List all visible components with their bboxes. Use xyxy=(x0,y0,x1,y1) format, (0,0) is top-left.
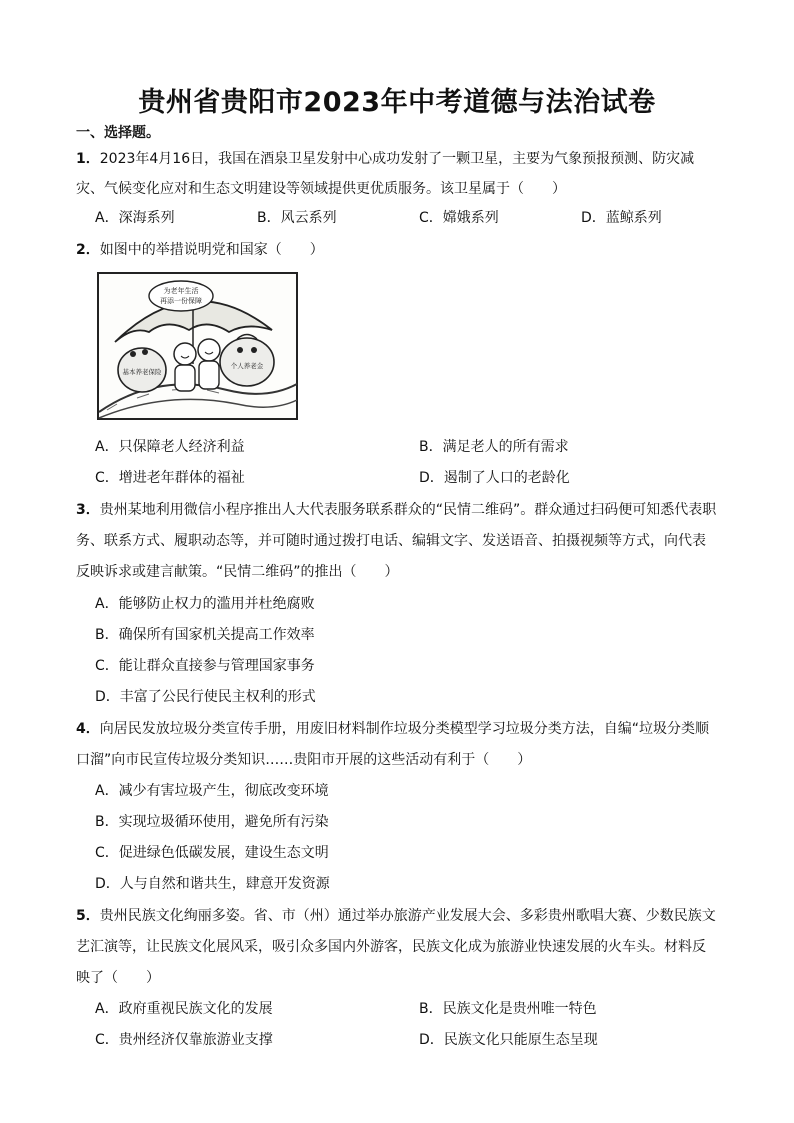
q4-option-c[interactable]: C．促进绿色低碳发展，建设生态文明 xyxy=(95,845,329,861)
left-bag-label: 基本养老保险 xyxy=(122,368,162,376)
q1-stem-2: 灾、气候变化应对和生态文明建设等领域提供更优质服务。该卫星属于（ ） xyxy=(76,181,566,197)
bubble-text-1: 为老年生活 xyxy=(163,287,199,295)
q4-option-d[interactable]: D．人与自然和谐共生，肆意开发资源 xyxy=(95,876,330,892)
right-bag-label: 个人养老金 xyxy=(230,362,264,370)
q3-option-a[interactable]: A．能够防止权力的滥用并杜绝腐败 xyxy=(95,596,315,612)
q5-option-d[interactable]: D．民族文化只能原生态呈现 xyxy=(419,1032,598,1048)
q1-line1 xyxy=(76,148,694,168)
q5-stem-3: 映了（ ） xyxy=(76,970,160,986)
q4-stem-2: 口溜”向市民宣传垃圾分类知识……贵阳市开展的这些活动有利于（ ） xyxy=(76,752,532,768)
q2-option-b[interactable]: B．满足老人的所有需求 xyxy=(419,439,569,455)
q2-option-d[interactable]: D．遏制了人口的老龄化 xyxy=(419,470,570,486)
q2-stem-1: 如图中的举措说明党和国家（ ） xyxy=(99,242,324,258)
q4-line1 xyxy=(76,718,709,738)
elderly-care-cartoon xyxy=(97,272,298,420)
q4-stem-1: 向居民发放垃圾分类宣传手册，用废旧材料制作垃圾分类模型学习垃圾分类方法，自编“垃圾分类顺 xyxy=(99,721,710,737)
q2-number: 2． xyxy=(76,242,100,258)
q3-stem-2: 务、联系方式、履职动态等，并可随时通过拨打电话、编辑文字、发送语音、拍摄视频等方式，向代表 xyxy=(76,533,706,549)
q5-option-c[interactable]: C．贵州经济仅靠旅游业支撑 xyxy=(95,1032,273,1048)
q1-option-b[interactable]: B．风云系列 xyxy=(257,210,337,226)
q3-stem-1: 贵州某地利用微信小程序推出人大代表服务联系群众的“民情二维码”。群众通过扫码便可知悉代表职 xyxy=(99,502,717,518)
q5-option-b[interactable]: B．民族文化是贵州唯一特色 xyxy=(419,1001,597,1017)
q3-option-d[interactable]: D．丰富了公民行使民主权利的形式 xyxy=(95,689,316,705)
elderly-figure-2 xyxy=(198,339,220,361)
q5-option-a[interactable]: A．政府重视民族文化的发展 xyxy=(95,1001,273,1017)
q1-option-d[interactable]: D．蓝鲸系列 xyxy=(581,210,662,226)
speech-bubble xyxy=(149,281,213,311)
q3-line1 xyxy=(76,499,716,519)
q5-stem-2: 艺汇演等，让民族文化展风采，吸引众多国内外游客，民族文化成为旅游业快速发展的火车头。材料反 xyxy=(76,939,706,955)
bubble-text-2: 再添一份保障 xyxy=(160,297,202,305)
q5-line1 xyxy=(76,905,716,925)
q3-number: 3． xyxy=(76,502,100,518)
q5-number: 5． xyxy=(76,908,100,924)
q3-option-c[interactable]: C．能让群众直接参与管理国家事务 xyxy=(95,658,315,674)
exam-title: 贵州省贵阳市2023年中考道德与法治试卷 xyxy=(138,87,656,118)
q1-option-a[interactable]: A．深海系列 xyxy=(95,210,175,226)
q4-number: 4． xyxy=(76,721,100,737)
section-heading: 一、选择题。 xyxy=(76,125,160,141)
q3-option-b[interactable]: B．确保所有国家机关提高工作效率 xyxy=(95,627,315,643)
q5-stem-1: 贵州民族文化绚丽多姿。省、市（州）通过举办旅游产业发展大会、多彩贵州歌唱大赛、少数民族文 xyxy=(99,908,716,924)
q1-option-c[interactable]: C．嫦娥系列 xyxy=(419,210,499,226)
q4-option-b[interactable]: B．实现垃圾循环使用，避免所有污染 xyxy=(95,814,329,830)
q2-line1 xyxy=(76,239,324,259)
q1-stem-1: 2023年4月16日，我国在酒泉卫星发射中心成功发射了一颗卫星，主要为气象预报预测、防灾减 xyxy=(99,151,695,167)
q3-stem-3: 反映诉求或建言献策。“民情二维码”的推出（ ） xyxy=(76,564,399,580)
q2-option-a[interactable]: A．只保障老人经济利益 xyxy=(95,439,245,455)
q2-option-c[interactable]: C．增进老年群体的福祉 xyxy=(95,470,245,486)
q1-number: 1． xyxy=(76,151,100,167)
elderly-figure-1 xyxy=(174,343,196,365)
q4-option-a[interactable]: A．减少有害垃圾产生，彻底改变环境 xyxy=(95,783,329,799)
